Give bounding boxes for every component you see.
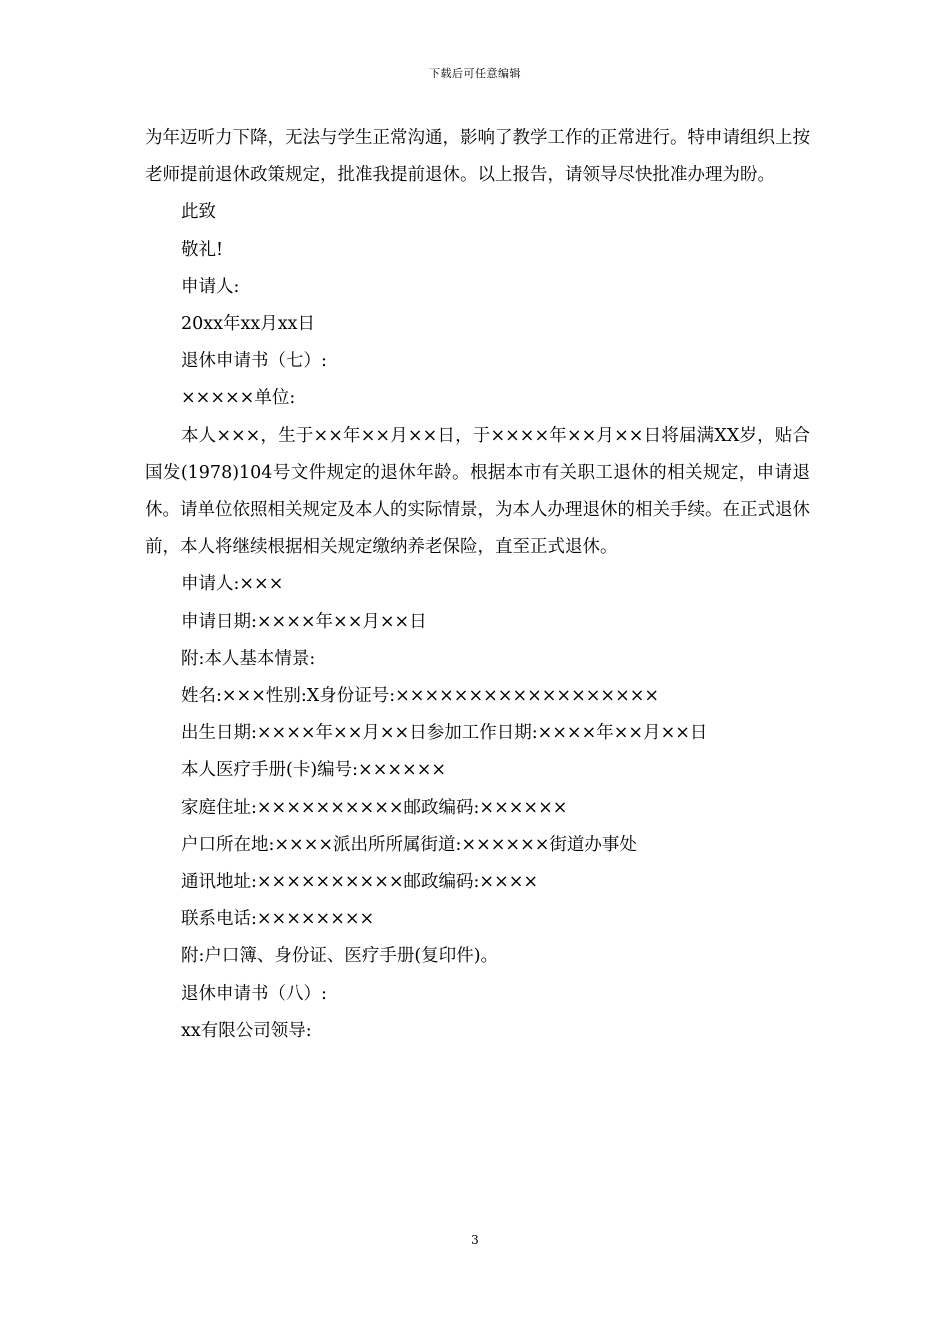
info-home-address: 家庭住址:××××××××××邮政编码:×××××× [181, 797, 568, 818]
info-medical-card: 本人医疗手册(卡)编号:×××××× [181, 760, 447, 781]
page-number: 3 [471, 1233, 479, 1247]
info-phone: 联系电话:×××××××× [181, 909, 375, 930]
info-birth-work-date: 出生日期:××××年××月××日参加工作日期:××××年××月××日 [181, 723, 708, 744]
addressee-unit: ×××××单位: [181, 388, 296, 409]
document-body [145, 120, 810, 1050]
salutation-cizhi: 此致 [181, 202, 216, 223]
info-household-registration: 户口所在地:××××派出所所属街道:××××××街道办事处 [181, 834, 637, 855]
info-mailing-address: 通讯地址:××××××××××邮政编码:×××× [181, 872, 539, 893]
section-title-seven: 退休申请书（七）: [181, 351, 327, 372]
attachment-info-title: 附:本人基本情景: [181, 648, 316, 669]
info-name-gender-id: 姓名:×××性别:X身份证号:×××××××××××××××××× [181, 686, 660, 707]
application-date-line: 申请日期:××××年××月××日 [181, 611, 427, 632]
page-header: 下载后可任意编辑 [429, 67, 521, 80]
addressee-company: xx有限公司领导: [181, 1020, 312, 1041]
paragraph-main-body: 本人×××，生于××年××月××日，于××××年××月××日将届满XX岁，贴合国发(1978)104号文件规定的退休年龄。根据本市有关职工退休的相关规定，申请退休。请单位依照相关规定及本人的实际情景，为本人办理退休的相关手续。在正式退休前，本人将继续根据相关规定缴纳养老保险，直至正式退休。 [145, 425, 810, 558]
applicant-label: 申请人: [181, 276, 240, 297]
date-line: 20xx年xx月xx日 [181, 314, 315, 335]
attachment-list: 附:户口簿、身份证、医疗手册(复印件)。 [181, 946, 499, 967]
salutation-jingli: 敬礼! [181, 239, 224, 260]
section-title-eight: 退休申请书（八）: [181, 983, 327, 1004]
paragraph-continuation: 为年迈听力下降，无法与学生正常沟通，影响了教学工作的正常进行。特申请组织上按老师提前退休政策规定，批准我提前退休。以上报告，请领导尽快批准办理为盼。 [145, 128, 810, 186]
applicant-line: 申请人:××× [181, 574, 284, 595]
